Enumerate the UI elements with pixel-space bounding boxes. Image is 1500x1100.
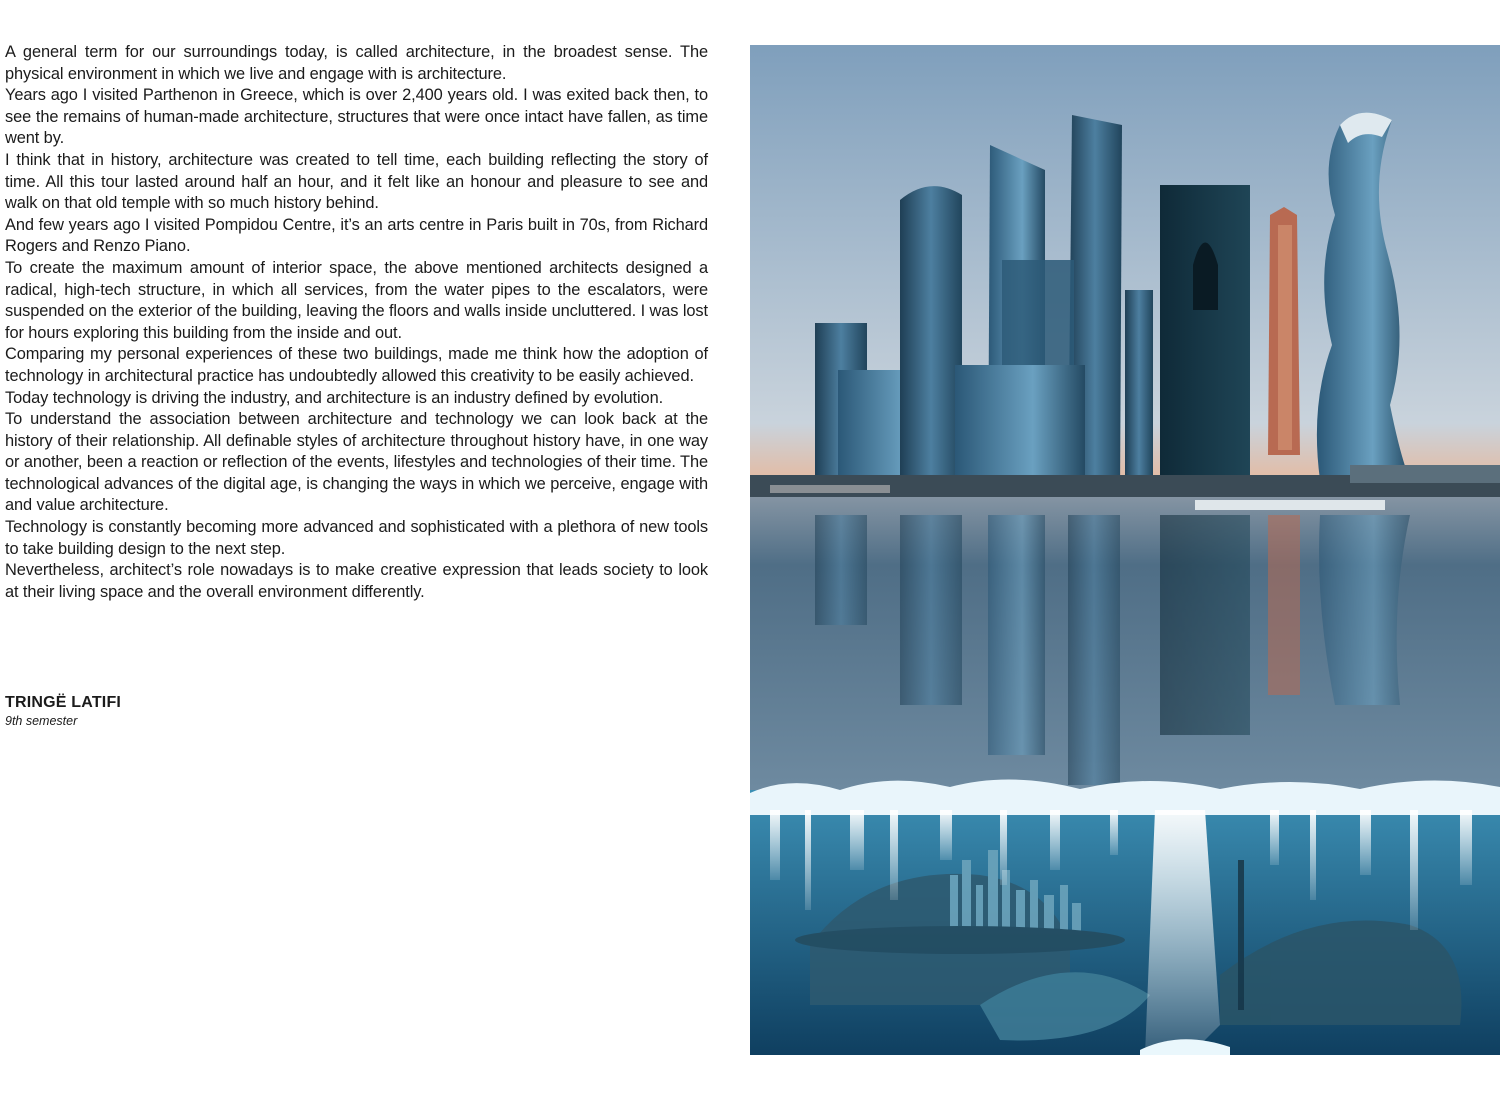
paragraph: To create the maximum amount of interior space, the above mentioned architects designed a radical, high-tech structure, in which all services, from the water pipes to the escalators, were suspended on the exterior of the building, leaving the floors and walls inside uncluttered. I was lost for hours exploring this building from the inside and out. <box>5 258 708 342</box>
author-semester: 9th semester <box>5 714 78 728</box>
paragraph: Technology is constantly becoming more advanced and sophisticated with a plethora of new tools to take building design to the next step. <box>5 518 708 558</box>
skyline-illustration <box>750 45 1500 1055</box>
author-name: TRINGË LATIFI <box>5 694 122 711</box>
paragraph: Nevertheless, architect’s role nowadays is to make creative expression that leads society to look at their living space and the overall environment differently. <box>5 561 708 601</box>
paragraph: Today technology is driving the industry, and architecture is an industry defined by evolution. <box>5 388 664 407</box>
paragraph: Years ago I visited Parthenon in Greece, which is over 2,400 years old. I was exited back then, to see the remains of human-made architecture, structures that were once intact have fallen, as time went by. <box>5 86 708 148</box>
paragraph: And few years ago I visited Pompidou Centre, it’s an arts centre in Paris built in 70s, from Richard Rogers and Renzo Piano. <box>5 215 708 256</box>
author-block <box>5 693 121 729</box>
paragraph: To understand the association between architecture and technology we can look back at the history of their relationship. All definable styles of architecture throughout history have, in one way or another, been a reaction or reflection of the events, lifestyles and technologies of their time. The technological advances of the digital age, is changing the ways in which we perceive, engage with and value architecture. <box>5 410 708 515</box>
foam-edge <box>750 779 1500 815</box>
essay-text <box>5 42 708 603</box>
paragraph: Comparing my personal experiences of these two buildings, made me think how the adoption of technology in architectural practice has undoubtedly allowed this creativity to be easily achieved. <box>5 345 708 385</box>
paragraph: I think that in history, architecture was created to tell time, each building reflecting the story of time. All this tour lasted around half an hour, and it felt like an honour and pleasure to see and walk on that old temple with so much history behind. <box>5 150 708 213</box>
skyline-artwork <box>750 45 1500 1055</box>
paragraph: A general term for our surroundings today, is called architecture, in the broadest sense. The physical environment in which we live and engage with is architecture. <box>5 43 708 83</box>
